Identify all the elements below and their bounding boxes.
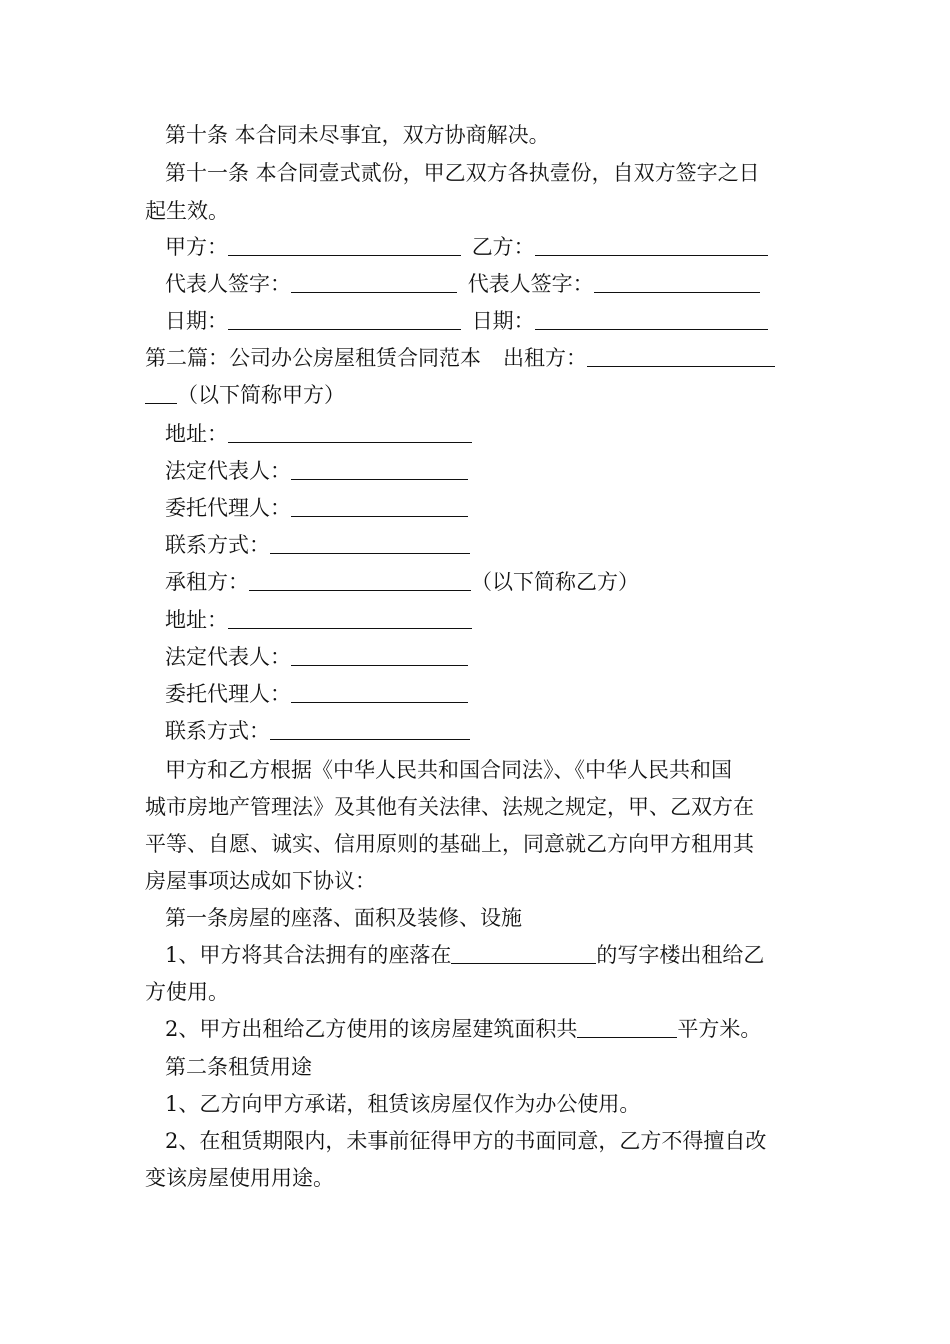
section2-title-row (145, 344, 775, 372)
article-1-title: 第一条房屋的座落、面积及装修、设施 (165, 906, 522, 930)
lessor-agent-row: 委托代理人： (165, 494, 468, 522)
lessor-label: 出租方： (503, 346, 587, 370)
lessor-blank-cont (145, 383, 177, 404)
lessee-label: 承租方： (165, 570, 249, 594)
article-2-item-2-cont: 变该房屋使用用途。 (145, 1166, 334, 1190)
lessee-contact-blank (270, 719, 470, 740)
signature-party-row (165, 233, 768, 261)
date-a-blank (228, 309, 461, 330)
lessee-suffix: （以下简称乙方） (471, 570, 639, 594)
signature-rep-row (165, 270, 760, 298)
lessee-blank (249, 570, 471, 591)
article-1-item-1: 1、甲方将其合法拥有的座落在 的写字楼出租给乙 (165, 943, 765, 967)
clause-11-cont: 起生效。 (145, 199, 229, 223)
preamble-line-4: 房屋事项达成如下协议： (145, 869, 376, 893)
signature-date-row (165, 307, 768, 335)
lessee-row (165, 568, 639, 596)
lessee-agent-row: 委托代理人： (165, 680, 468, 708)
preamble-line-3: 平等、自愿、诚实、信用原则的基础上，同意就乙方向甲方租用其 (145, 832, 754, 856)
clause-10: 第十条 本合同未尽事宜，双方协商解决。 (165, 123, 550, 147)
lessee-address-row: 地址： (165, 606, 472, 634)
lessor-contact-blank (270, 533, 470, 554)
party-a-blank (228, 235, 461, 256)
section2-title: 第二篇：公司办公房屋租赁合同范本 (145, 346, 481, 370)
preamble-line-2: 城市房地产管理法》及其他有关法律、法规之规定，甲、乙双方在 (145, 795, 754, 819)
lessee-agent-blank (291, 682, 468, 703)
lessor-contact-row: 联系方式： (165, 531, 470, 559)
lessor-blank (587, 346, 775, 367)
date-b-blank (535, 309, 768, 330)
rep-b-label: 代表人签字： (467, 272, 594, 296)
lessor-suffix-row (145, 381, 345, 409)
date-a-label: 日期： (165, 309, 228, 333)
rep-a-label: 代表人签字： (165, 272, 291, 296)
article-1-item-2: 2、甲方出租给乙方使用的该房屋建筑面积共 平方米。 (165, 1017, 762, 1041)
lessor-address-row: 地址： (165, 420, 472, 448)
lessee-contact-row: 联系方式： (165, 717, 470, 745)
party-b-label: 乙方： (471, 235, 535, 259)
lessee-legal-rep-blank (291, 645, 468, 666)
rep-b-blank (594, 272, 760, 293)
preamble-line-1: 甲方和乙方根据《中华人民共和国合同法》、《中华人民共和国 (165, 758, 732, 782)
article-2-title: 第二条租赁用途 (165, 1055, 312, 1079)
party-a-label: 甲方： (165, 235, 228, 259)
lessee-address-blank (228, 608, 472, 629)
article-1-item-1-cont: 方使用。 (145, 980, 229, 1004)
party-b-blank (535, 235, 768, 256)
lessor-agent-blank (291, 496, 468, 517)
lessor-suffix: （以下简称甲方） (177, 383, 345, 407)
date-b-label: 日期： (471, 309, 535, 333)
lessor-address-blank (228, 422, 472, 443)
location-blank (451, 943, 596, 964)
lessor-legal-rep-blank (291, 459, 468, 480)
area-blank (577, 1017, 677, 1038)
lessor-legal-rep-row: 法定代表人： (165, 457, 468, 485)
clause-11: 第十一条 本合同壹式贰份，甲乙双方各执壹份，自双方签字之日 (165, 161, 760, 185)
rep-a-blank (291, 272, 457, 293)
lessee-legal-rep-row: 法定代表人： (165, 643, 468, 671)
article-2-item-2: 2、在租赁期限内，未事前征得甲方的书面同意，乙方不得擅自改 (165, 1129, 767, 1153)
article-2-item-1: 1、乙方向甲方承诺，租赁该房屋仅作为办公使用。 (165, 1092, 641, 1116)
